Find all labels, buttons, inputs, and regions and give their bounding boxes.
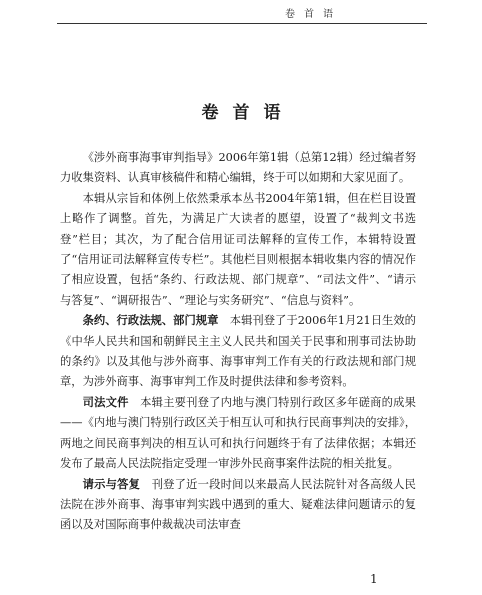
paragraph <box>60 393 416 475</box>
paragraph <box>60 189 416 311</box>
header-rule <box>57 23 427 24</box>
paragraph-text: 本辑主要刊登了内地与澳门特别行政区多年磋商的成果——《内地与澳门特别行政区关于相互认可和执行民商事判决的安排》，两地之间民商事判决的相互认可和执行问题终于有了法律依据；本辑还发布了最高人民法院指定受理一审涉外民商事案件法院的相关批复。 <box>60 395 416 471</box>
paragraph-text: 本辑刊登了于2006年1月21日生效的《中华人民共和国和朝鲜民主主义人民共和国关于民事和刑事司法协助的条约》以及其他与涉外商事、海事审判工作有关的行政法规和部门规章，为涉外商事、海事审判工作及时提供法律和参考资料。 <box>60 314 416 389</box>
page-title: 卷首语 <box>201 103 295 123</box>
running-head-text: 卷首语 <box>285 9 342 20</box>
paragraph-text: 本辑从宗旨和体例上依然秉承本丛书2004年第1辑，但在栏目设置上略作了调整。首先，为满足广大读者的愿望，设置了“裁判文书选登”栏目；其次，为了配合信用证司法解释的宣传工作，本辑特设置了“信用证司法解释宣传专栏”。其他栏目则根据本辑收集内容的情况作了相应设置，包括“条约、行政法规、部门规章”、“司法文件”、“请示与答复”、“调研报告”、“理论与实务研究”、“信息与资料”。 <box>60 191 416 307</box>
paragraph <box>60 148 416 189</box>
section-heading: 请示与答复 <box>82 477 141 491</box>
section-heading: 条约、行政法规、部门规章 <box>82 314 219 328</box>
section-heading: 司法文件 <box>82 395 129 409</box>
paragraph-text: 《涉外商事海事审判指导》2006年第1辑（总第12辑）经过编者努力收集资料、认真审核稿件和精心编辑，终于可以如期和大家见面了。 <box>60 151 416 185</box>
page-number: 1 <box>370 572 378 586</box>
paragraph <box>60 475 416 536</box>
body-text <box>60 148 416 536</box>
paragraph <box>60 311 416 393</box>
running-head <box>0 5 482 21</box>
paragraph-text: 刊登了近一段时间以来最高人民法院针对各高级人民法院在涉外商事、海事审判实践中遇到的重大、疑难法律问题请示的复函以及对国际商事仲裁裁决司法审查 <box>60 477 416 532</box>
